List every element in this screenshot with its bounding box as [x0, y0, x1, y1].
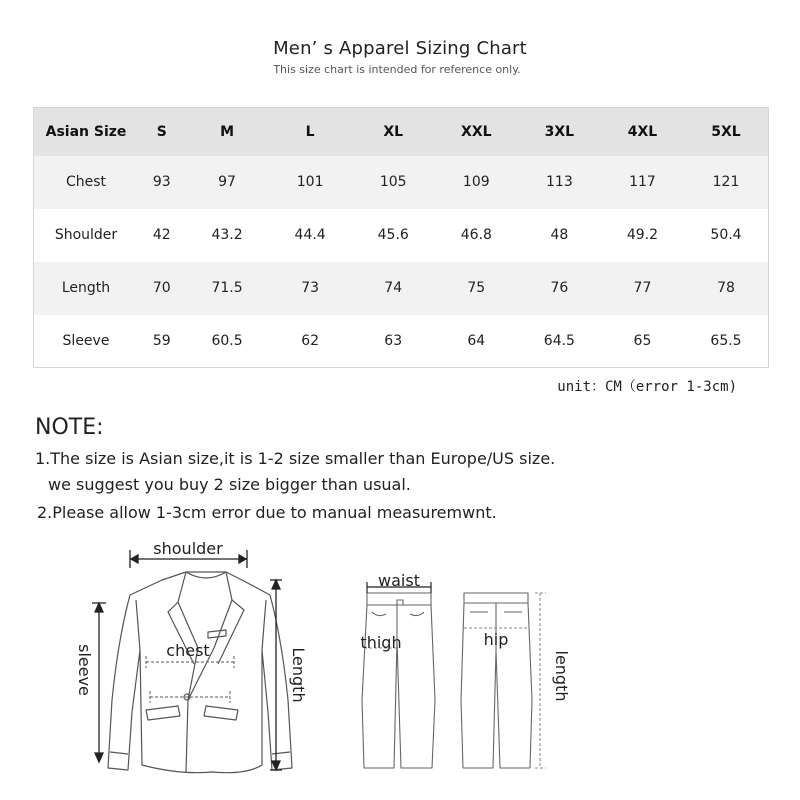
column-header: XXL: [461, 123, 492, 140]
table-row: [34, 315, 769, 368]
table-cell: 65.5: [710, 332, 742, 349]
note-heading: NOTE:: [35, 415, 104, 440]
table-cell: 64: [467, 332, 486, 349]
measurement-diagram: [0, 530, 800, 800]
column-header: L: [305, 123, 315, 140]
table-cell: 60.5: [211, 332, 243, 349]
table-cell: 77: [633, 280, 652, 296]
table-cell: 109: [462, 174, 490, 190]
table-cell: 48: [550, 227, 569, 243]
sleeve-label: sleeve: [75, 644, 94, 696]
thigh-label: thigh: [360, 633, 402, 652]
note-line-2: 2.Please allow 1-3cm error due to manual measuremwnt.: [37, 503, 497, 522]
table-cell: 105: [379, 174, 407, 190]
table-header-row: [34, 108, 769, 156]
pants-front-illustration: [362, 593, 435, 768]
row-label: Sleeve: [62, 332, 110, 349]
table-cell: 49.2: [626, 227, 659, 243]
table-cell: 45.6: [377, 227, 409, 243]
table-row: [34, 262, 769, 315]
table-cell: 70: [152, 280, 171, 296]
table-cell: 75: [467, 280, 486, 296]
hip-label: hip: [483, 630, 509, 649]
chest-label: chest: [166, 641, 210, 660]
row-label: Shoulder: [54, 227, 118, 243]
column-header: S: [156, 123, 167, 140]
table-cell: 64.5: [543, 332, 575, 349]
waist-label: waist: [378, 571, 420, 590]
table-cell: 113: [546, 174, 573, 190]
column-header: 4XL: [627, 123, 658, 140]
row-label: Chest: [65, 174, 107, 190]
table-cell: 73: [301, 280, 320, 296]
table-cell: 43.2: [211, 227, 243, 243]
size-table: [33, 107, 769, 368]
table-cell: 97: [218, 174, 236, 190]
page-subtitle: This size chart is intended for reference only.: [273, 63, 521, 76]
table-cell: 42: [152, 227, 171, 243]
table-row: [34, 156, 769, 209]
table-cell: 59: [152, 332, 171, 349]
column-header: XL: [383, 123, 404, 140]
column-header: 3XL: [544, 123, 575, 140]
table-cell: 121: [712, 174, 740, 190]
unit-note: unit：CM（error 1-3cm): [557, 379, 737, 395]
table-cell: 63: [384, 332, 403, 349]
column-header: Asian Size: [45, 123, 127, 140]
column-header: 5XL: [711, 123, 741, 140]
table-cell: 65: [633, 332, 652, 349]
note-line-1b: we suggest you buy 2 size bigger than usual.: [48, 475, 411, 494]
table-cell: 71.5: [211, 280, 243, 296]
pants-back-illustration: [461, 593, 532, 768]
table-row: [34, 209, 769, 262]
table-cell: 76: [550, 280, 569, 296]
jacket-illustration: [108, 572, 292, 773]
table-cell: 44.4: [294, 227, 326, 243]
pants-length-measure-line: [535, 593, 546, 768]
jacket-length-label: Length: [289, 647, 308, 703]
shoulder-label: shoulder: [153, 539, 223, 558]
page-title: Men’ s Apparel Sizing Chart: [273, 38, 527, 59]
table-cell: 101: [296, 174, 324, 190]
table-cell: 93: [152, 174, 171, 190]
pants-length-label: length: [552, 650, 571, 702]
table-cell: 62: [301, 332, 320, 349]
row-label: Length: [61, 280, 111, 296]
table-cell: 50.4: [710, 227, 742, 243]
column-header: M: [220, 123, 235, 140]
table-cell: 46.8: [460, 227, 492, 243]
note-line-1: 1.The size is Asian size,it is 1-2 size smaller than Europe/US size.: [35, 449, 556, 468]
table-cell: 117: [629, 174, 656, 190]
table-cell: 78: [717, 280, 735, 296]
table-cell: 74: [384, 280, 403, 296]
